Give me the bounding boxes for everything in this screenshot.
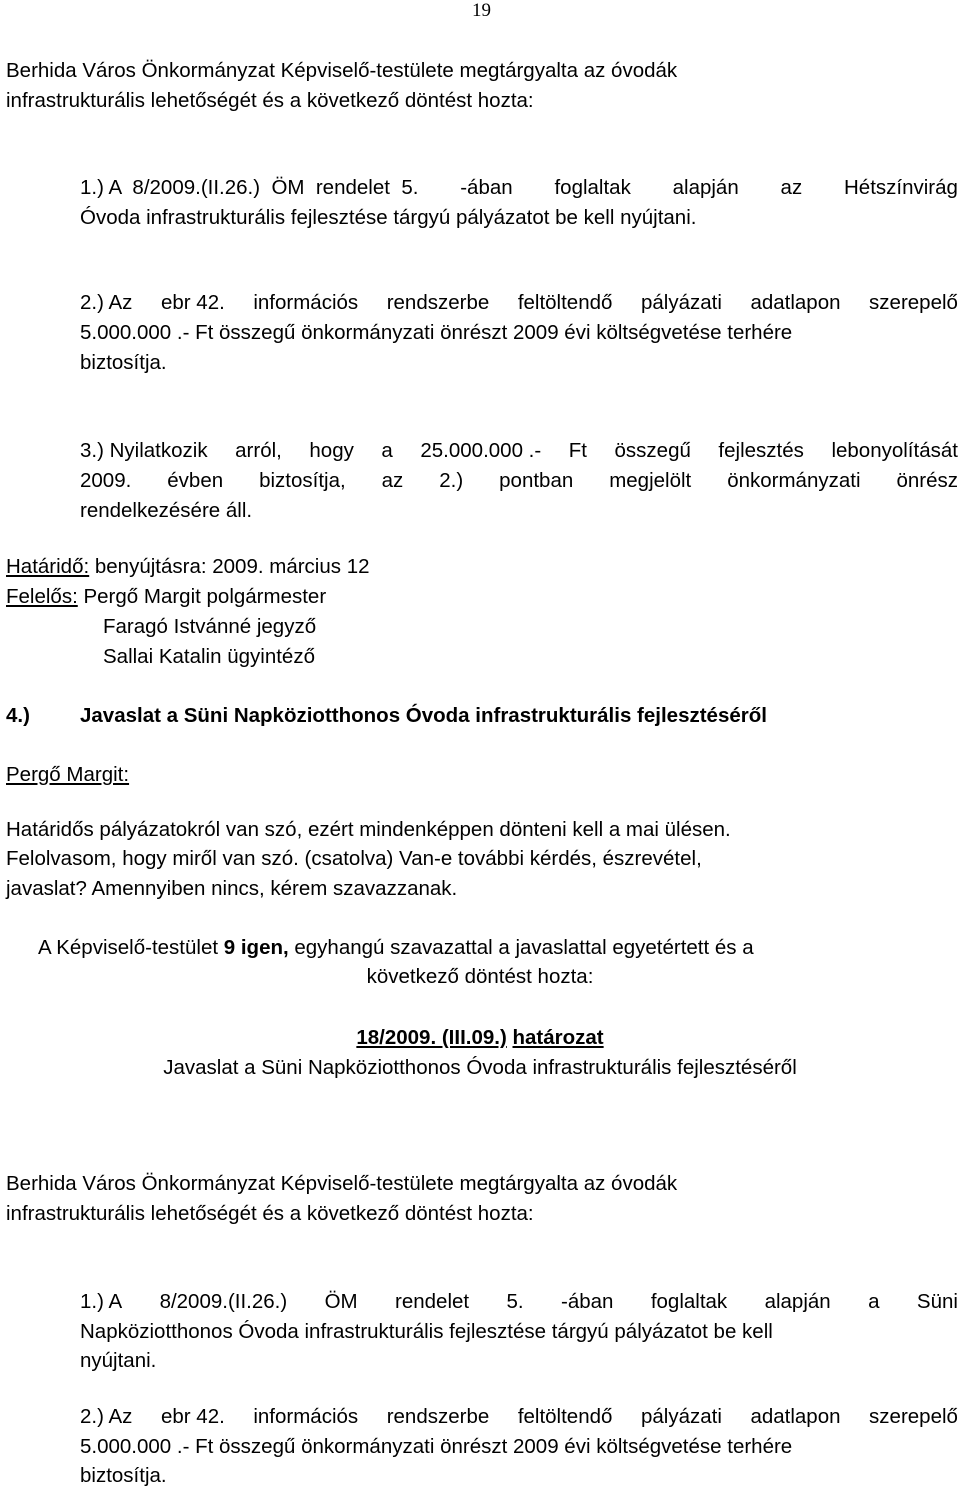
item2-1-line-1 bbox=[80, 1292, 958, 1313]
responsible-line bbox=[6, 587, 326, 608]
responsible-2: Faragó Istvánné jegyző bbox=[103, 615, 317, 638]
item-3-line-3: rendelkezésére áll. bbox=[80, 499, 253, 522]
word: önrész bbox=[896, 469, 958, 492]
word: arról, bbox=[235, 439, 282, 462]
word: adatlapon bbox=[750, 291, 841, 314]
vote-post: egyhangú szavazattal a javaslattal egyetértett és a bbox=[288, 936, 754, 959]
vote-line-2: következő döntést hozta: bbox=[366, 965, 594, 988]
deadline-label: Határidő: bbox=[6, 555, 90, 578]
word: Hétszínvirág bbox=[844, 176, 958, 199]
resolution-label: határozat bbox=[512, 1026, 604, 1049]
responsible-value: Pergő Margit polgármester bbox=[77, 585, 327, 608]
word: 2009. bbox=[80, 469, 132, 492]
speech-line-2: Felolvasom, hogy miről van szó. (csatolva) Van-e további kérdés, észrevétel, bbox=[6, 847, 702, 870]
speech-line-1: Határidős pályázatokról van szó, ezért mindenképpen dönteni kell a mai ülésen. bbox=[6, 818, 731, 841]
word: ebr 42. bbox=[160, 291, 225, 314]
word: rendszerbe bbox=[386, 291, 490, 314]
word: megjelölt bbox=[609, 469, 692, 492]
page-number: 19 bbox=[472, 0, 491, 21]
word: 25.000.000 .- bbox=[420, 439, 542, 462]
word: szerepelő bbox=[869, 291, 958, 314]
word: a bbox=[868, 1290, 880, 1313]
word: 2.) bbox=[439, 469, 464, 492]
vote-pre: A Képviselő-testület bbox=[38, 936, 224, 959]
item2-2-line-2: 5.000.000 .- Ft összegű önkormányzati önrészt 2009 évi költségvetése terhére bbox=[80, 1435, 793, 1458]
word: lebonyolítását bbox=[831, 439, 958, 462]
word: -ában bbox=[561, 1290, 614, 1313]
word: foglaltak bbox=[554, 176, 631, 199]
item2-1-line-3: nyújtani. bbox=[80, 1349, 157, 1372]
word: az bbox=[780, 176, 803, 199]
item-2-line-3: biztosítja. bbox=[80, 351, 167, 374]
intro2-line-2: infrastrukturális lehetőségét és a következő döntést hozta: bbox=[6, 1202, 534, 1225]
agenda-number: 4.) bbox=[6, 704, 30, 727]
responsible-3: Sallai Katalin ügyintéző bbox=[103, 645, 315, 668]
word: foglaltak bbox=[650, 1290, 728, 1313]
word: fejlesztés bbox=[718, 439, 804, 462]
item-3-line-1 bbox=[80, 441, 958, 462]
deadline-line bbox=[6, 557, 370, 578]
word: feltöltendő bbox=[517, 1405, 613, 1428]
word: adatlapon bbox=[750, 1405, 841, 1428]
word: információs bbox=[253, 1405, 359, 1428]
item-3-line-2 bbox=[80, 471, 958, 492]
word: biztosítja, bbox=[259, 469, 346, 492]
word: Süni bbox=[916, 1290, 958, 1313]
word: ÖM bbox=[324, 1290, 358, 1313]
word: pályázati bbox=[640, 1405, 722, 1428]
item-1-line-2: Óvoda infrastrukturális fejlesztése tárgyú pályázatot be kell nyújtani. bbox=[80, 206, 697, 229]
word: feltöltendő bbox=[517, 291, 613, 314]
item2-1-line-2: Napköziotthonos Óvoda infrastrukturális fejlesztése tárgyú pályázatot be kell bbox=[80, 1320, 773, 1343]
agenda-title: Javaslat a Süni Napköziotthonos Óvoda infrastrukturális fejlesztéséről bbox=[80, 704, 767, 727]
word: alapján bbox=[764, 1290, 831, 1313]
word: a bbox=[381, 439, 393, 462]
word: 1.) A bbox=[80, 1290, 123, 1313]
word: önkormányzati bbox=[727, 469, 861, 492]
word: alapján bbox=[672, 176, 739, 199]
item2-2-line-3: biztosítja. bbox=[80, 1464, 167, 1487]
resolution-heading bbox=[0, 1028, 960, 1049]
word: 8/2009.(II.26.) bbox=[159, 1290, 288, 1313]
responsible-label: Felelős: bbox=[6, 585, 78, 608]
word: 3.) Nyilatkozik bbox=[80, 439, 208, 462]
item-2-line-1 bbox=[80, 293, 958, 314]
resolution-title: Javaslat a Süni Napköziotthonos Óvoda infrastrukturális fejlesztéséről bbox=[163, 1056, 797, 1079]
deadline-value: benyújtásra: 2009. március 12 bbox=[89, 555, 370, 578]
vote-count: 9 igen, bbox=[223, 936, 289, 959]
word: rendelet bbox=[395, 1290, 470, 1313]
word: összegű bbox=[614, 439, 691, 462]
word: szerepelő bbox=[869, 1405, 958, 1428]
word: pontban bbox=[499, 469, 574, 492]
intro-line-1: Berhida Város Önkormányzat Képviselő-testülete megtárgyalta az óvodák bbox=[6, 59, 678, 82]
item-2-line-2: 5.000.000 .- Ft összegű önkormányzati önrészt 2009 évi költségvetése terhére bbox=[80, 321, 793, 344]
word: 2.) Az bbox=[80, 1405, 133, 1428]
word: Ft bbox=[568, 439, 587, 462]
word: 5. bbox=[506, 1290, 524, 1313]
word: információs bbox=[253, 291, 359, 314]
speech-line-3: javaslat? Amennyiben nincs, kérem szavazzanak. bbox=[6, 877, 458, 900]
speaker-label: Pergő Margit: bbox=[6, 763, 130, 786]
intro2-line-1: Berhida Város Önkormányzat Képviselő-testülete megtárgyalta az óvodák bbox=[6, 1172, 678, 1195]
word: 1.) A 8/2009.(II.26.) ÖM rendelet 5. bbox=[80, 176, 419, 199]
word: rendszerbe bbox=[386, 1405, 490, 1428]
word: hogy bbox=[309, 439, 354, 462]
item2-2-line-1 bbox=[80, 1407, 958, 1428]
intro-line-2: infrastrukturális lehetőségét és a következő döntést hozta: bbox=[6, 89, 534, 112]
word: 2.) Az bbox=[80, 291, 133, 314]
word: pályázati bbox=[640, 291, 722, 314]
word: az bbox=[381, 469, 404, 492]
word: évben bbox=[167, 469, 224, 492]
word: -ában bbox=[460, 176, 513, 199]
word: ebr 42. bbox=[160, 1405, 225, 1428]
vote-line-1 bbox=[38, 938, 754, 959]
item-1-line-1 bbox=[80, 178, 958, 199]
resolution-number: 18/2009. (III.09.) bbox=[356, 1026, 507, 1049]
